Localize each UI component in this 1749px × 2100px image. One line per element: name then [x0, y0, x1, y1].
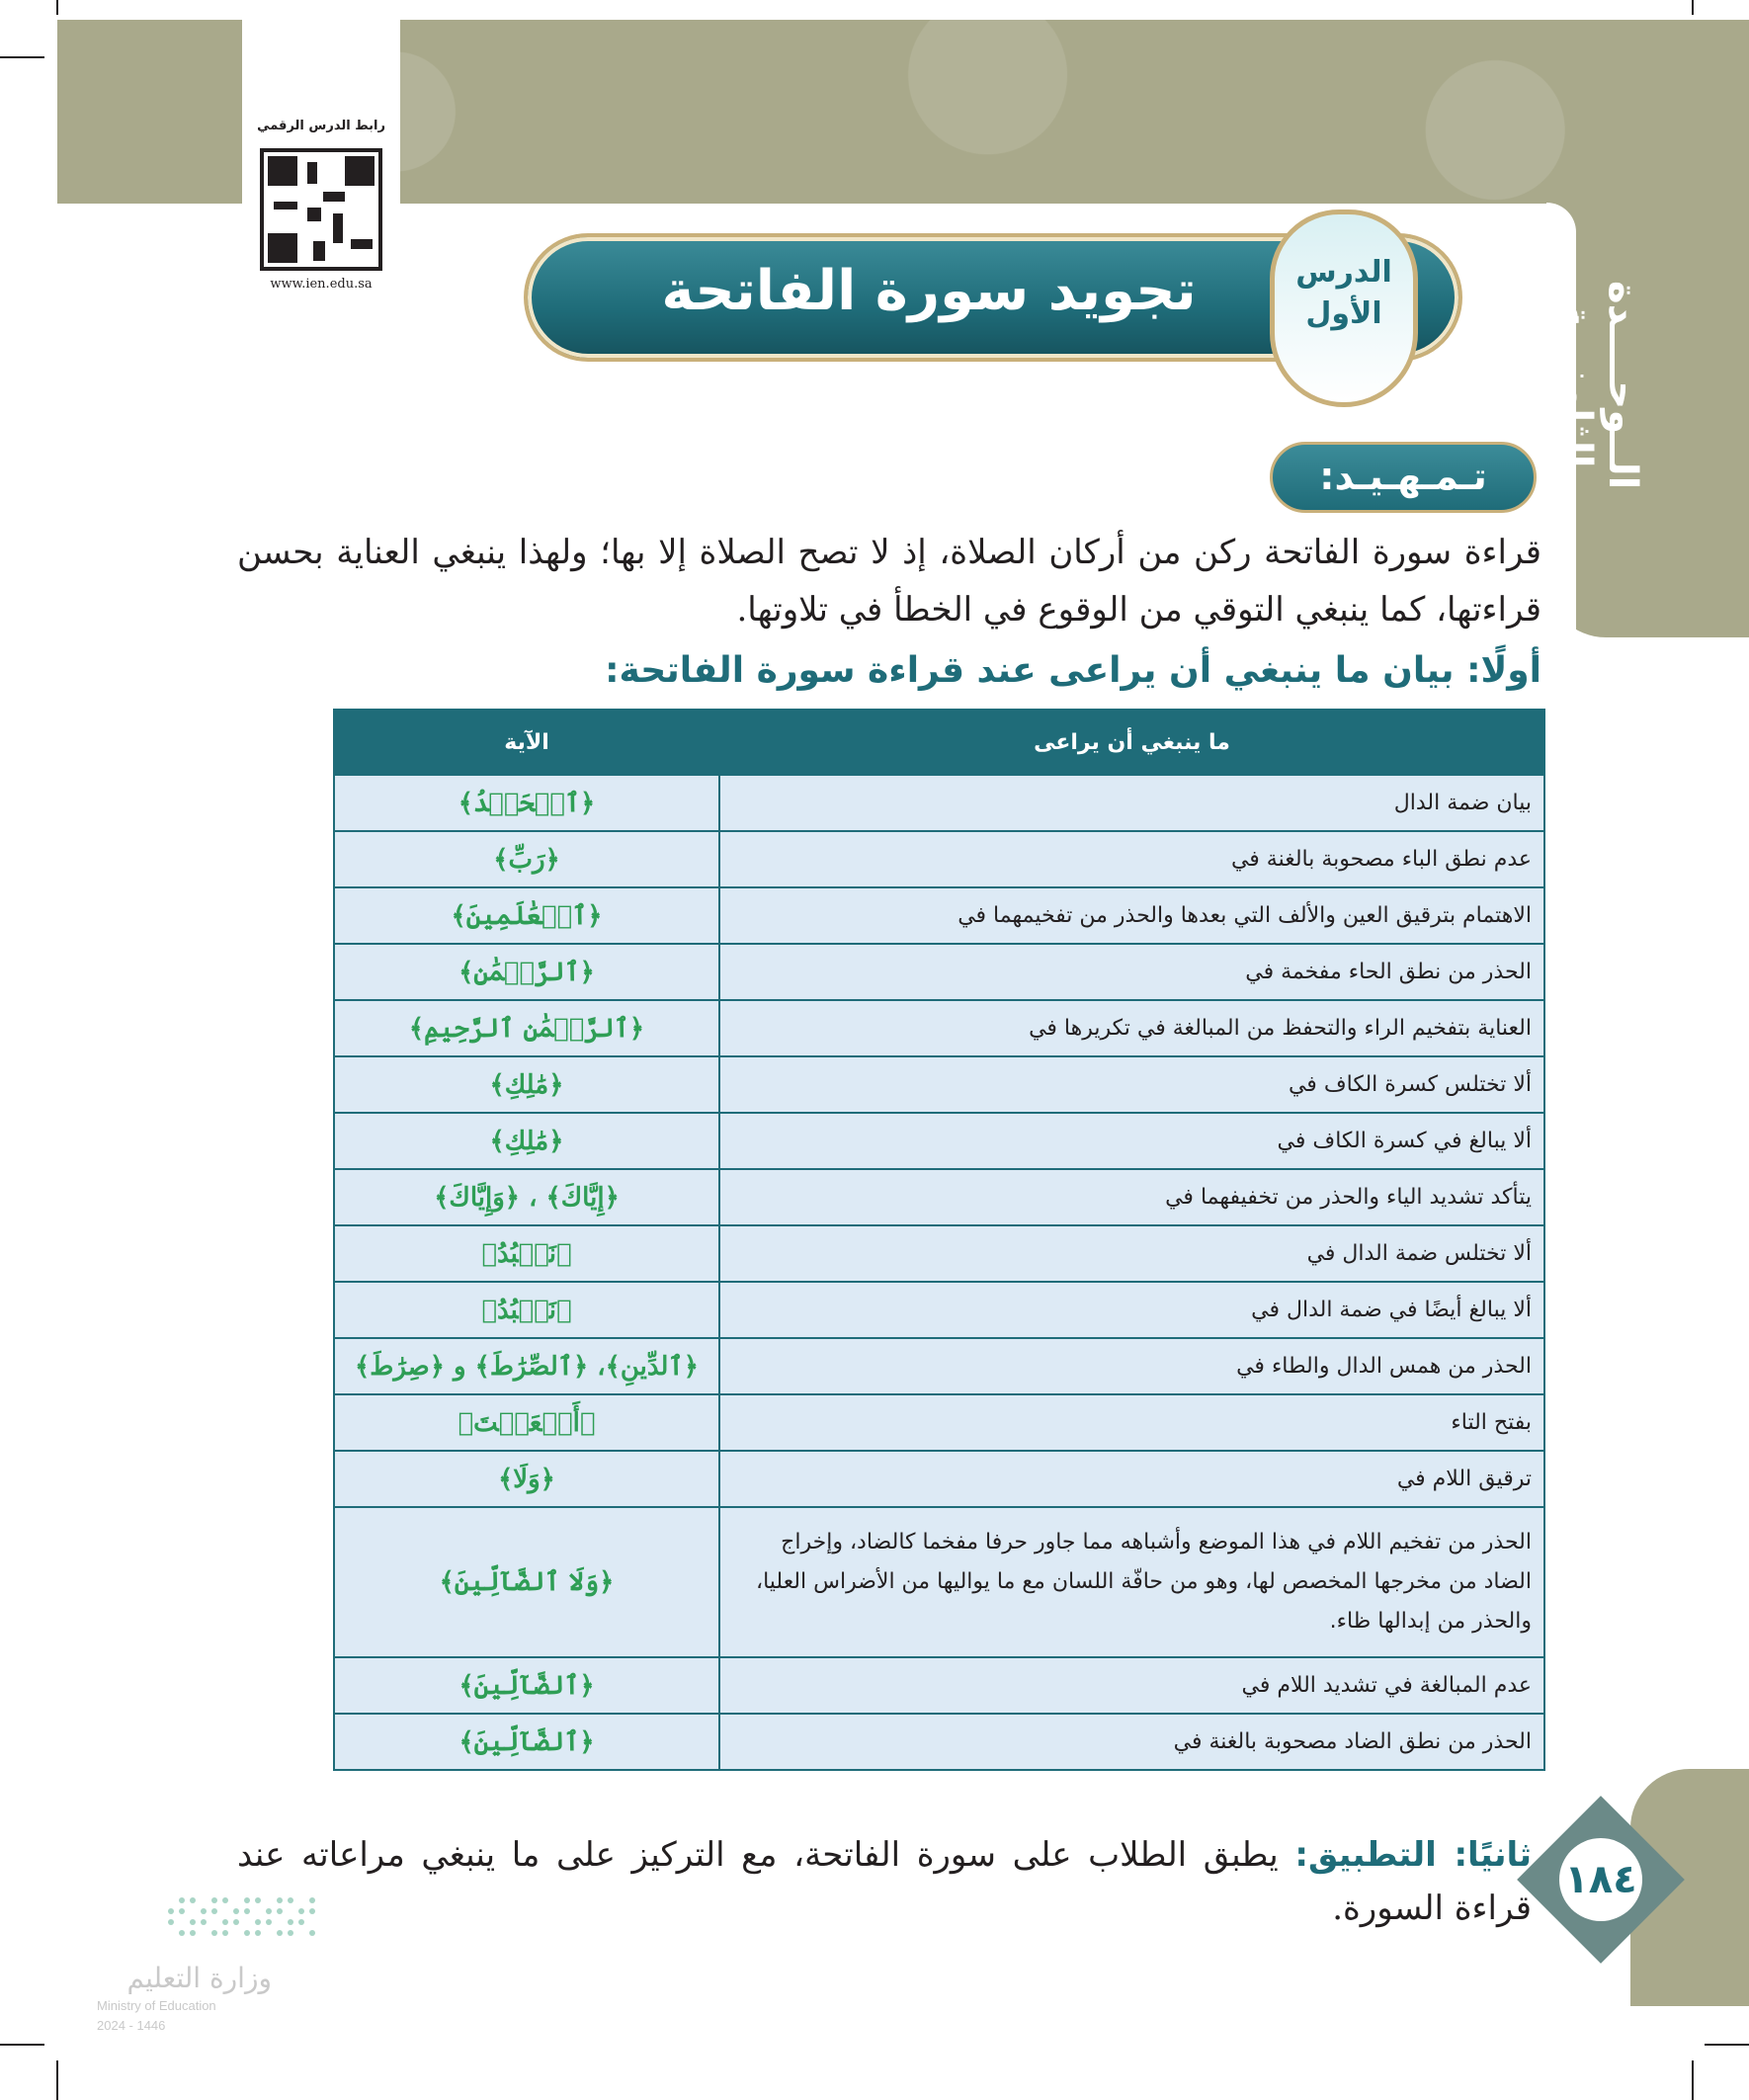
row-note: العناية بتفخيم الراء والتحفظ من المبالغة في تكريرها في: [719, 1000, 1544, 1056]
logo-dot: [309, 1897, 315, 1903]
table-row: [334, 1394, 1544, 1451]
section2-text: يطبق الطلاب على سورة الفاتحة، مع التركيز على ما ينبغي مراعاته عند قراءة السورة.: [237, 1835, 1532, 1928]
logo-dot: [211, 1930, 217, 1936]
logo-dot: [179, 1930, 185, 1936]
row-note: بيان ضمة الدال: [719, 775, 1544, 831]
ministry-logo-icon: [168, 1897, 326, 1947]
section2-label: ثانيًا: التطبيق:: [1294, 1835, 1532, 1875]
logo-dot: [168, 1919, 174, 1925]
section2: [237, 1828, 1532, 1935]
table-row: [334, 831, 1544, 887]
row-verse: ﴿ٱلرَّحۡمَٰنِ﴾: [334, 944, 719, 1000]
logo-dot: [179, 1897, 185, 1903]
header-verse: الآية: [334, 710, 719, 775]
logo-dot: [211, 1908, 217, 1914]
row-note: ألا يبالغ أيضًا في ضمة الدال في: [719, 1282, 1544, 1338]
lesson-title: تجويد سورة الفاتحة: [661, 259, 1197, 323]
row-verse: ﴿ٱلضَّآلِّينَ﴾: [334, 1714, 719, 1770]
row-note: الحذر من همس الدال والطاء في: [719, 1338, 1544, 1394]
logo-dot: [222, 1919, 228, 1925]
row-verse: ﴿رَبِّ﴾: [334, 831, 719, 887]
row-note: عدم نطق الباء مصحوبة بالغنة في: [719, 831, 1544, 887]
row-verse: ﴿وَلَا ٱلضَّآلِّينَ﴾: [334, 1507, 719, 1657]
logo-dot: [298, 1919, 304, 1925]
row-note: الحذر من تفخيم اللام في هذا الموضع وأشباهه مما جاور حرفا مفخما كالضاد، وإخراج الضاد من مخرجها المخصص لها، وهو من حافّة اللسان مع ما يواليها من الأضراس العليا، والحذر من إبدالها ظاء.: [719, 1507, 1544, 1657]
row-note: ألا يبالغ في كسرة الكاف في: [719, 1113, 1544, 1169]
row-verse: ﴿ٱلۡعَٰلَمِينَ﴾: [334, 887, 719, 944]
row-verse: ﴿نَعۡبُدُ﴾: [334, 1225, 719, 1282]
table-row: [334, 1282, 1544, 1338]
row-note: بفتح التاء: [719, 1394, 1544, 1451]
crop-mark: [0, 56, 44, 58]
header-note: ما ينبغي أن يراعى: [719, 710, 1544, 775]
table-row: [334, 775, 1544, 831]
table-row: [334, 944, 1544, 1000]
table-row: [334, 1113, 1544, 1169]
row-note: عدم المبالغة في تشديد اللام في: [719, 1657, 1544, 1714]
logo-dot: [190, 1897, 196, 1903]
logo-dot: [168, 1908, 174, 1914]
crop-mark: [56, 0, 58, 15]
badge-line-1: الدرس: [1295, 255, 1392, 290]
logo-dot: [277, 1930, 283, 1936]
logo-dot: [277, 1897, 283, 1903]
logo-dot: [309, 1908, 315, 1914]
logo-dot: [244, 1930, 250, 1936]
row-verse: ﴿نَعۡبُدُ﴾: [334, 1282, 719, 1338]
logo-dot: [201, 1908, 207, 1914]
row-note: الحذر من نطق الضاد مصحوبة بالغنة في: [719, 1714, 1544, 1770]
logo-dot: [309, 1930, 315, 1936]
logo-dot: [222, 1897, 228, 1903]
logo-dot: [288, 1930, 293, 1936]
ministry-name-ar: وزارة التعليم: [126, 1962, 272, 1994]
logo-dot: [255, 1930, 261, 1936]
row-note: الاهتمام بترقيق العين والألف التي بعدها والحذر من تفخيمهما في: [719, 887, 1544, 944]
row-verse: ﴿ٱلدِّينِ﴾، ﴿ٱلصِّرَٰطَ﴾ و ﴿صِرَٰطَ﴾: [334, 1338, 719, 1394]
logo-dot: [201, 1919, 207, 1925]
qr-caption: رابط الدرس الرقمي: [257, 119, 385, 133]
row-note: ترقيق اللام في: [719, 1451, 1544, 1507]
table-row: [334, 1657, 1544, 1714]
logo-dot: [288, 1897, 293, 1903]
row-verse: ﴿ٱلۡحَمۡدُ﴾: [334, 775, 719, 831]
table-row: [334, 1000, 1544, 1056]
intro-paragraph: قراءة سورة الفاتحة ركن من أركان الصلاة، إذ لا تصح الصلاة إلا بها؛ ولهذا ينبغي العناية بحسن قراءتها، كما ينبغي التوقي من الوقوع في الخطأ في تلاوتها.: [237, 533, 1541, 630]
logo-dot: [266, 1919, 272, 1925]
logo-dot: [255, 1919, 261, 1925]
logo-dot: [190, 1919, 196, 1925]
qr-card[interactable]: [242, 20, 400, 294]
lesson-number-badge: [1270, 210, 1418, 407]
table-header-row: [334, 710, 1544, 775]
tajweed-table: [333, 709, 1545, 1771]
logo-dot: [179, 1908, 185, 1914]
logo-dot: [222, 1930, 228, 1936]
row-note: يتأكد تشديد الياء والحذر من تخفيفهما في: [719, 1169, 1544, 1225]
row-verse: ﴿ٱلضَّآلِّينَ﴾: [334, 1657, 719, 1714]
table-row: [334, 887, 1544, 944]
logo-dot: [233, 1908, 239, 1914]
row-verse: ﴿ٱلرَّحۡمَٰنِ ٱلرَّحِيمِ﴾: [334, 1000, 719, 1056]
crop-mark: [1692, 0, 1694, 15]
logo-dot: [298, 1908, 304, 1914]
logo-dot: [233, 1919, 239, 1925]
logo-dot: [277, 1908, 283, 1914]
qr-code-icon[interactable]: [260, 148, 382, 271]
row-verse: ﴿إِيَّاكَ﴾ ، ﴿وَإِيَّاكَ﴾: [334, 1169, 719, 1225]
logo-dot: [190, 1930, 196, 1936]
section1-heading: أولًا: بيان ما ينبغي أن يراعى عند قراءة سورة الفاتحة:: [605, 650, 1541, 691]
logo-dot: [244, 1897, 250, 1903]
table-row: [334, 1338, 1544, 1394]
logo-dot: [288, 1919, 293, 1925]
crop-mark: [1705, 2044, 1749, 2046]
row-note: الحذر من نطق الحاء مفخمة في: [719, 944, 1544, 1000]
crop-mark: [56, 2060, 58, 2100]
crop-mark: [1692, 2060, 1694, 2100]
logo-dot: [211, 1897, 217, 1903]
crop-mark: [0, 2044, 44, 2046]
logo-dot: [244, 1908, 250, 1914]
ministry-name-en: Ministry of Education: [97, 1998, 216, 2013]
row-verse: ﴿مَٰلِكِ﴾: [334, 1056, 719, 1113]
unit-label: الــوحــــدة الثامنـــة: [1554, 281, 1645, 490]
row-note: ألا تختلس ضمة الدال في: [719, 1225, 1544, 1282]
intro-tab: تـمـهـيـد:: [1270, 442, 1537, 513]
table-row: [334, 1225, 1544, 1282]
row-note: ألا تختلس كسرة الكاف في: [719, 1056, 1544, 1113]
table-row: [334, 1169, 1544, 1225]
logo-dot: [255, 1897, 261, 1903]
row-verse: ﴿أَنۡعَمۡتَ﴾: [334, 1394, 719, 1451]
qr-url[interactable]: www.ien.edu.sa: [270, 277, 373, 292]
page-number: ١٨٤: [1559, 1838, 1642, 1921]
row-verse: ﴿مَٰلِكِ﴾: [334, 1113, 719, 1169]
badge-line-2: الأول: [1305, 296, 1382, 331]
logo-dot: [266, 1908, 272, 1914]
table-row: [334, 1507, 1544, 1657]
edition-year: 2024 - 1446: [97, 2018, 166, 2033]
table-row: [334, 1056, 1544, 1113]
table-row: [334, 1451, 1544, 1507]
row-verse: ﴿وَلَا﴾: [334, 1451, 719, 1507]
table-row: [334, 1714, 1544, 1770]
